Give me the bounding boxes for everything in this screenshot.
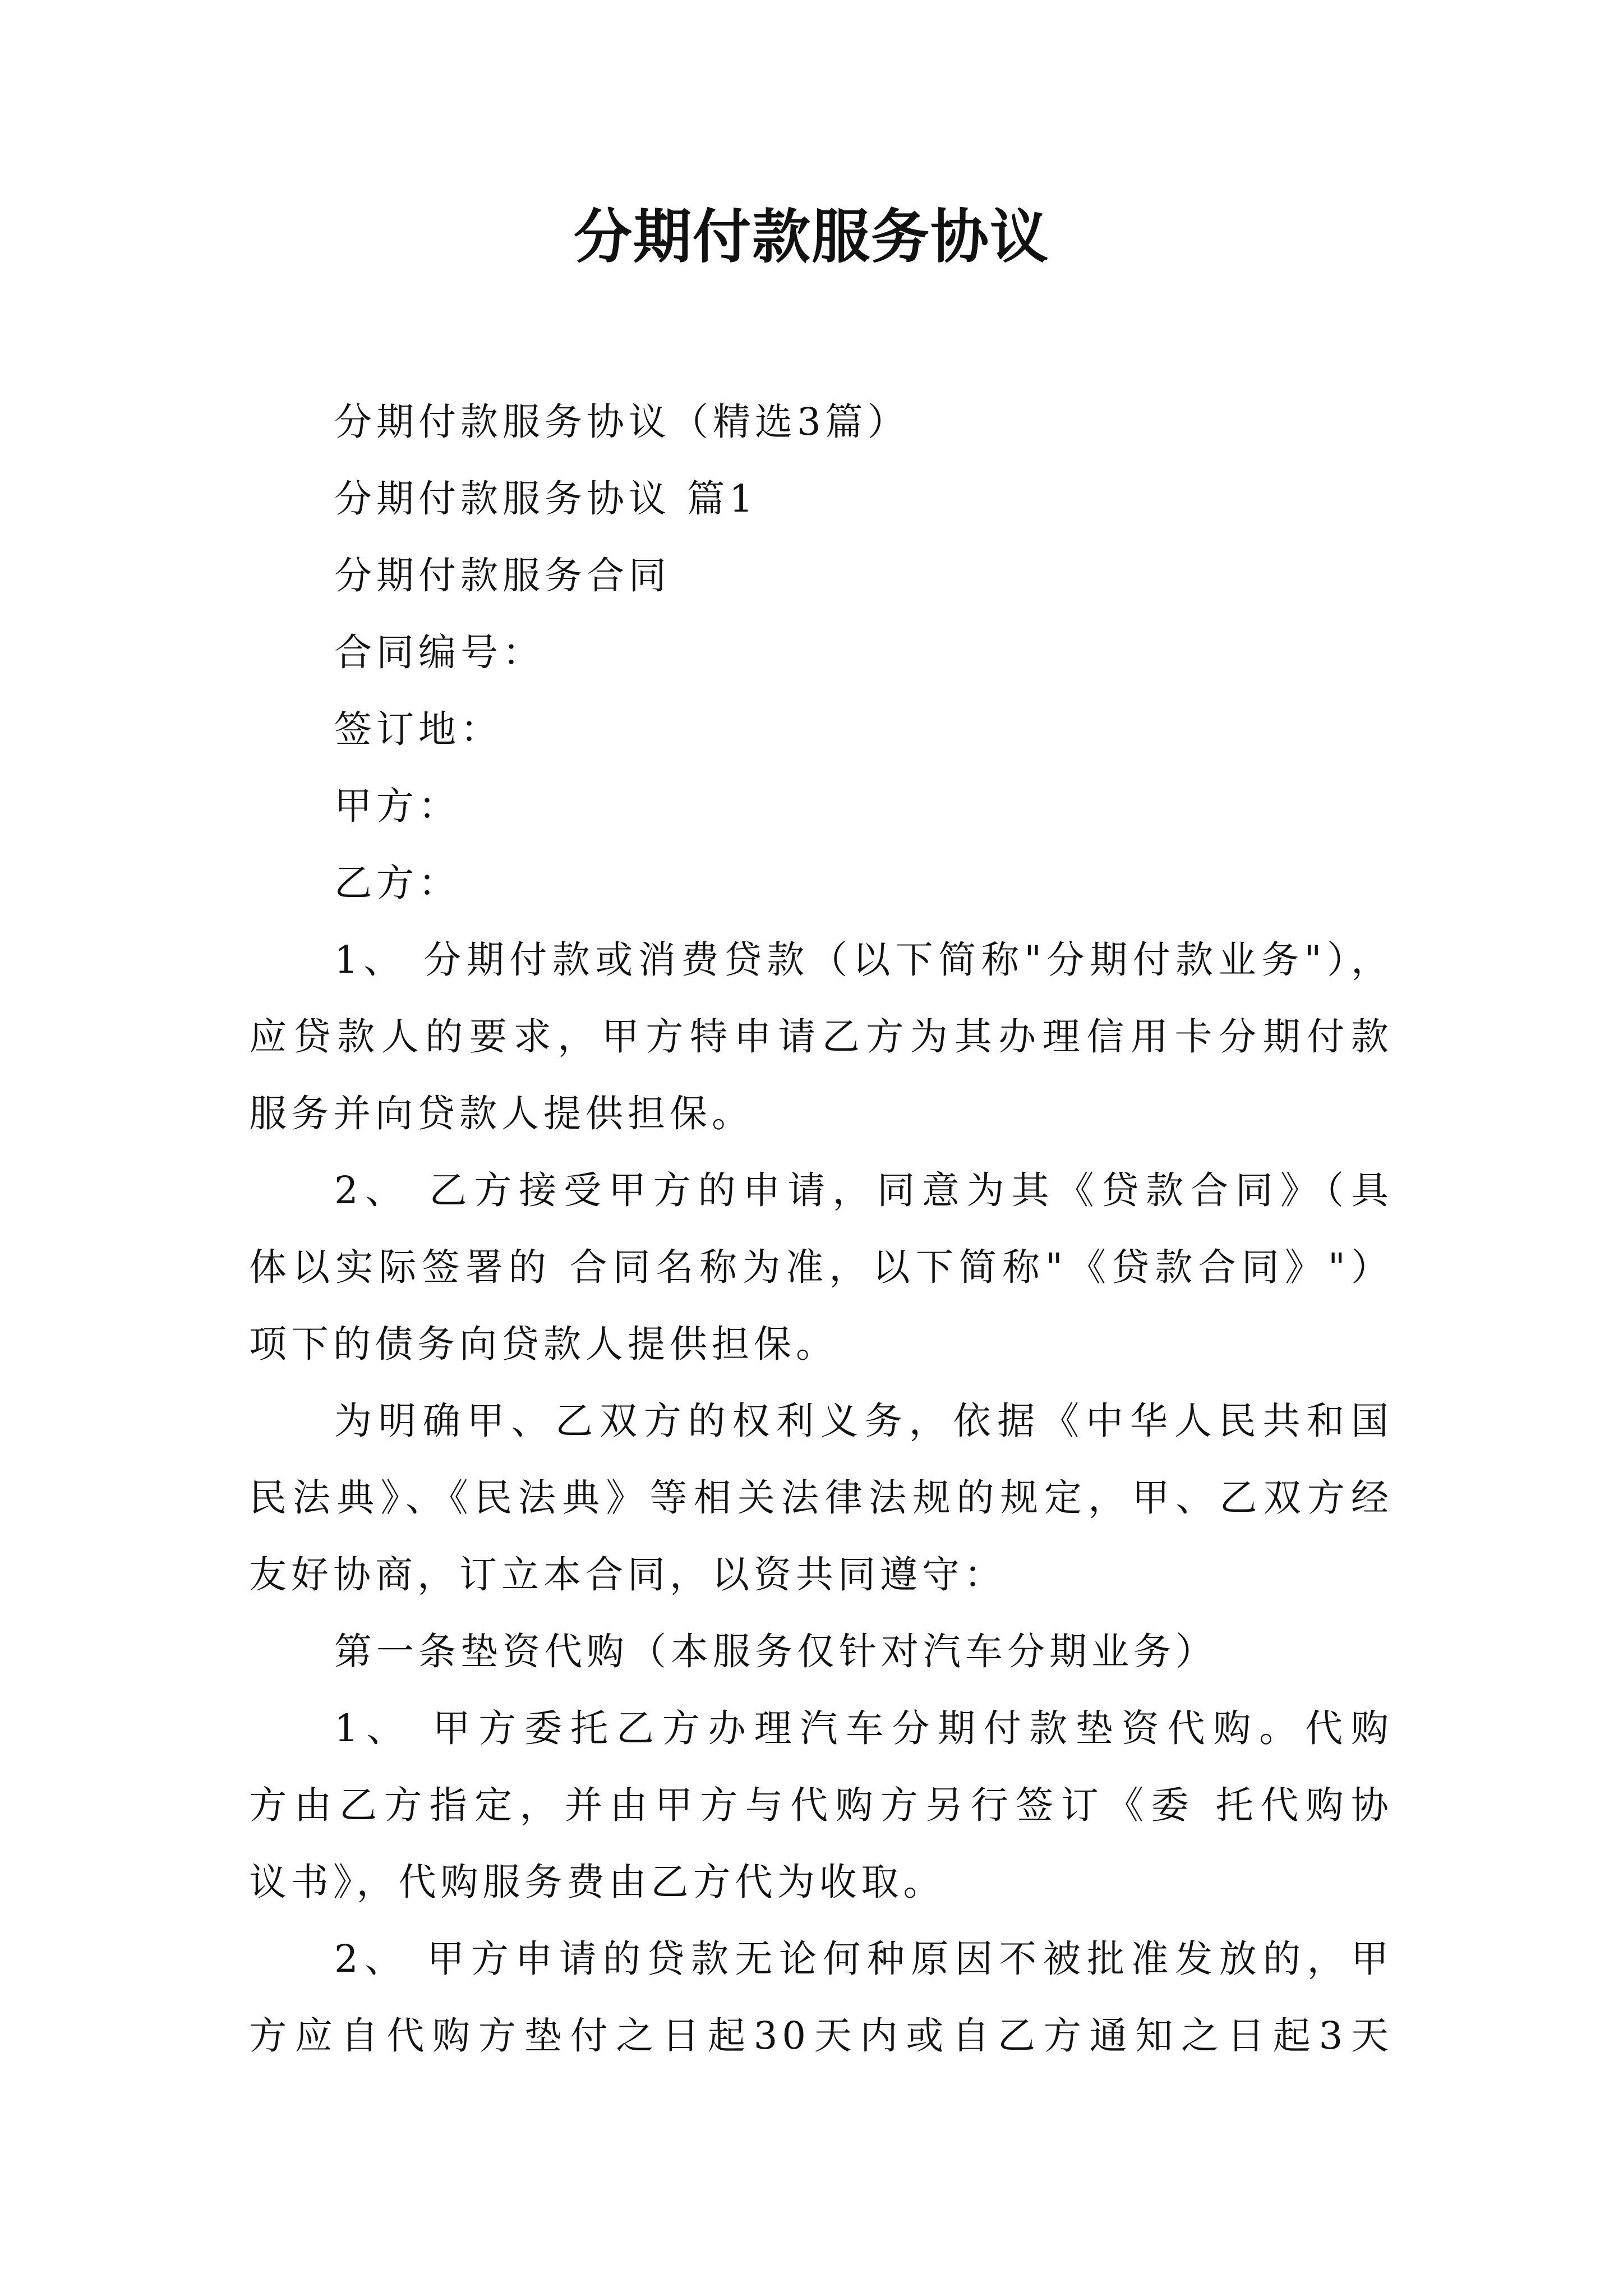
article-heading: 第一条垫资代购（本服务仅针对汽车分期业务） bbox=[334, 1630, 1218, 1673]
paragraph-line: 为明确甲、乙双方的权利义务，依据《中华人民共和国 bbox=[334, 1399, 1393, 1443]
paragraph-line: 议书》，代购服务费由乙方代为收取。 bbox=[249, 1860, 946, 1904]
party-a-label: 甲方： bbox=[334, 784, 460, 828]
contract-title: 分期付款服务合同 bbox=[334, 554, 671, 597]
paragraph-line: 民法典》、《民法典》等相关法律法规的规定，甲、乙双方经 bbox=[249, 1476, 1393, 1520]
signing-place-label: 签订地： bbox=[334, 707, 502, 751]
paragraph-line: 友好协商，订立本合同，以资共同遵守： bbox=[249, 1553, 1006, 1596]
paragraph-line: 2、 甲方申请的贷款无论何种原因不被批准发放的，甲 bbox=[334, 1937, 1393, 1981]
party-b-label: 乙方： bbox=[334, 861, 460, 905]
contract-number-label: 合同编号： bbox=[334, 631, 545, 674]
document-title: 分期付款服务协议 bbox=[573, 203, 1049, 271]
paragraph-line: 方应自代购方垫付之日起30天内或自乙方通知之日起3天 bbox=[249, 2014, 1393, 2058]
paragraph-line: 项下的债务向贷款人提供担保。 bbox=[249, 1322, 838, 1366]
document-body bbox=[249, 384, 1393, 2074]
subtitle-line: 分期付款服务协议（精选3篇） bbox=[334, 400, 910, 444]
paragraph-line: 方由乙方指定，并由甲方与代购方另行签订《委 托代购协 bbox=[249, 1783, 1393, 1827]
section-heading: 分期付款服务协议 篇1 bbox=[334, 477, 758, 521]
paragraph-line: 服务并向贷款人提供担保。 bbox=[249, 1092, 754, 1135]
paragraph-line: 1、 甲方委托乙方办理汽车分期付款垫资代购。代购 bbox=[334, 1706, 1393, 1750]
paragraph-line: 体以实际签署的 合同名称为准，以下简称"《贷款合同》"） bbox=[249, 1245, 1393, 1289]
paragraph-line: 应贷款人的要求，甲方特申请乙方为其办理信用卡分期付款 bbox=[249, 1015, 1393, 1059]
paragraph-line: 2、 乙方接受甲方的申请，同意为其《贷款合同》（具 bbox=[334, 1168, 1393, 1212]
paragraph-line: 1、 分期付款或消费贷款（以下简称"分期付款业务"）， bbox=[334, 938, 1393, 982]
